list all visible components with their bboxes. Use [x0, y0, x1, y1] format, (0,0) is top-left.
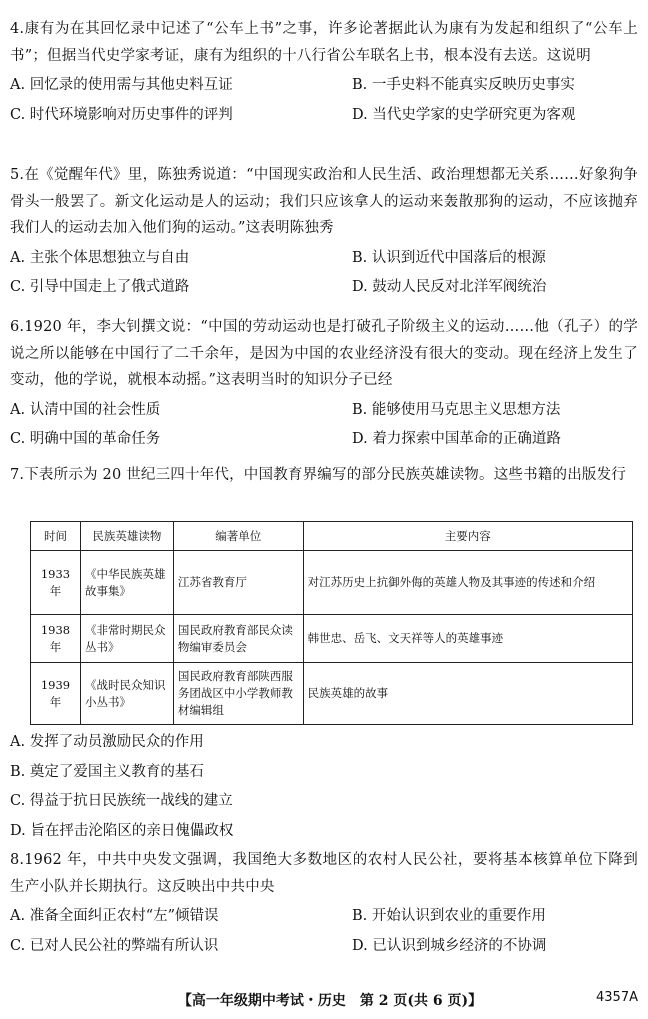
question-7 [10, 462, 638, 489]
cell-reading: 《中华民族英雄故事集》 [80, 551, 173, 615]
option-c[interactable]: C. 已对人民公社的弊端有所认识 [10, 937, 219, 954]
table-row [31, 551, 633, 615]
option-d[interactable]: D. 鼓动人民反对北洋军阀统治 [352, 279, 547, 295]
page-footer [0, 990, 648, 1012]
option-a[interactable]: A. 主张个体思想独立与自由 [10, 249, 190, 266]
header-time: 时间 [31, 522, 81, 551]
cell-content: 民族英雄的故事 [303, 663, 632, 725]
question-stem: 7.下表所示为 20 世纪三四十年代，中国教育界编写的部分民族英雄读物。这些书籍的出版发行 [10, 467, 626, 483]
option-b[interactable]: B. 奠定了爱国主义教育的基石 [10, 763, 204, 780]
options-list [10, 728, 638, 846]
question-stem: 5.在《觉醒年代》里，陈独秀说道：“中国现实政治和人民生活、政治理想都无关系……好象狗争骨头一般罢了。新文化运动是人的运动；我们只应该拿人的运动来轰散那狗的运动，不应该抛弃我们人的运动去加入他们狗的运动。”这表明陈独秀 [10, 167, 638, 236]
hero-readings-table [30, 521, 633, 725]
question-stem: 4.康有为在其回忆录中记述了“公车上书”之事，许多论著据此认为康有为发起和组织了“公车上书”；但据当代史学家考证，康有为组织的十八行省公车联名上书，根本没有去送。这说明 [10, 21, 638, 64]
options-grid [10, 244, 638, 303]
options-grid [10, 71, 638, 130]
cell-time: 1933 年 [31, 551, 81, 615]
option-c[interactable]: C. 时代环境影响对历史事件的评判 [10, 106, 233, 123]
cell-time: 1938 年 [31, 615, 81, 663]
option-d[interactable]: D. 着力探索中国革命的正确道路 [352, 431, 561, 447]
options-grid [10, 396, 638, 455]
option-b[interactable]: B. 开始认识到农业的重要作用 [352, 908, 546, 924]
cell-reading: 《非常时期民众丛书》 [80, 615, 173, 663]
option-d[interactable]: D. 旨在抨击沦陷区的亲日傀儡政权 [10, 822, 234, 839]
cell-editor: 国民政府教育部陕西服务团战区中小学教师教材编辑组 [173, 663, 303, 725]
option-d[interactable]: D. 当代史学家的史学研究更为客观 [352, 106, 576, 123]
option-a[interactable]: A. 准备全面纠正农村“左”倾错误 [10, 908, 219, 924]
cell-editor: 国民政府教育部民众读物编审委员会 [173, 615, 303, 663]
question-stem: 6.1920 年，李大钊撰文说：“中国的劳动运动也是打破孔子阶级主义的运动……他（孔子）的学说之所以能够在中国行了二千余年，是因为中国的农业经济没有很大的变动。现在经济上发生了变动，他的学说，就根本动摇。”这表明当时的知识分子已经 [10, 319, 638, 388]
question-stem: 8.1962 年，中共中央发文强调，我国绝大多数地区的农村人民公社，要将基本核算单位下降到生产小队并长期执行。这反映出中共中央 [10, 852, 638, 895]
table-row [31, 615, 633, 663]
question-6 [10, 314, 638, 455]
option-a[interactable]: A. 回忆录的使用需与其他史料互证 [10, 77, 233, 93]
question-7-options [10, 728, 638, 846]
table-header-row [31, 522, 633, 551]
paper-code: 4357A [596, 990, 638, 1005]
option-c[interactable]: C. 引导中国走上了俄式道路 [10, 279, 190, 295]
header-editor: 编著单位 [173, 522, 303, 551]
footer-title: 【高一年级期中考试・历史 第 2 页(共 6 页)】 [177, 993, 483, 1009]
option-b[interactable]: B. 认识到近代中国落后的根源 [352, 249, 546, 266]
cell-content: 韩世忠、岳飞、文天祥等人的英雄事迹 [303, 615, 632, 663]
cell-editor: 江苏省教育厅 [173, 551, 303, 615]
options-grid [10, 902, 638, 961]
question-5 [10, 162, 638, 303]
option-a[interactable]: A. 认清中国的社会性质 [10, 401, 161, 418]
cell-reading: 《战时民众知识小丛书》 [80, 663, 173, 725]
header-content: 主要内容 [303, 522, 632, 551]
option-c[interactable]: C. 明确中国的革命任务 [10, 431, 161, 447]
question-4 [10, 16, 638, 130]
table-row [31, 663, 633, 725]
cell-time: 1939 年 [31, 663, 81, 725]
option-d[interactable]: D. 已认识到城乡经济的不协调 [352, 937, 547, 954]
option-b[interactable]: B. 一手史料不能真实反映历史事实 [352, 77, 575, 93]
header-reading: 民族英雄读物 [80, 522, 173, 551]
option-b[interactable]: B. 能够使用马克思主义思想方法 [352, 401, 561, 418]
cell-content: 对江苏历史上抗御外侮的英雄人物及其事迹的传述和介绍 [303, 551, 632, 615]
option-a[interactable]: A. 发挥了动员激励民众的作用 [10, 734, 204, 750]
option-c[interactable]: C. 得益于抗日民族统一战线的建立 [10, 793, 233, 809]
question-8 [10, 847, 638, 961]
